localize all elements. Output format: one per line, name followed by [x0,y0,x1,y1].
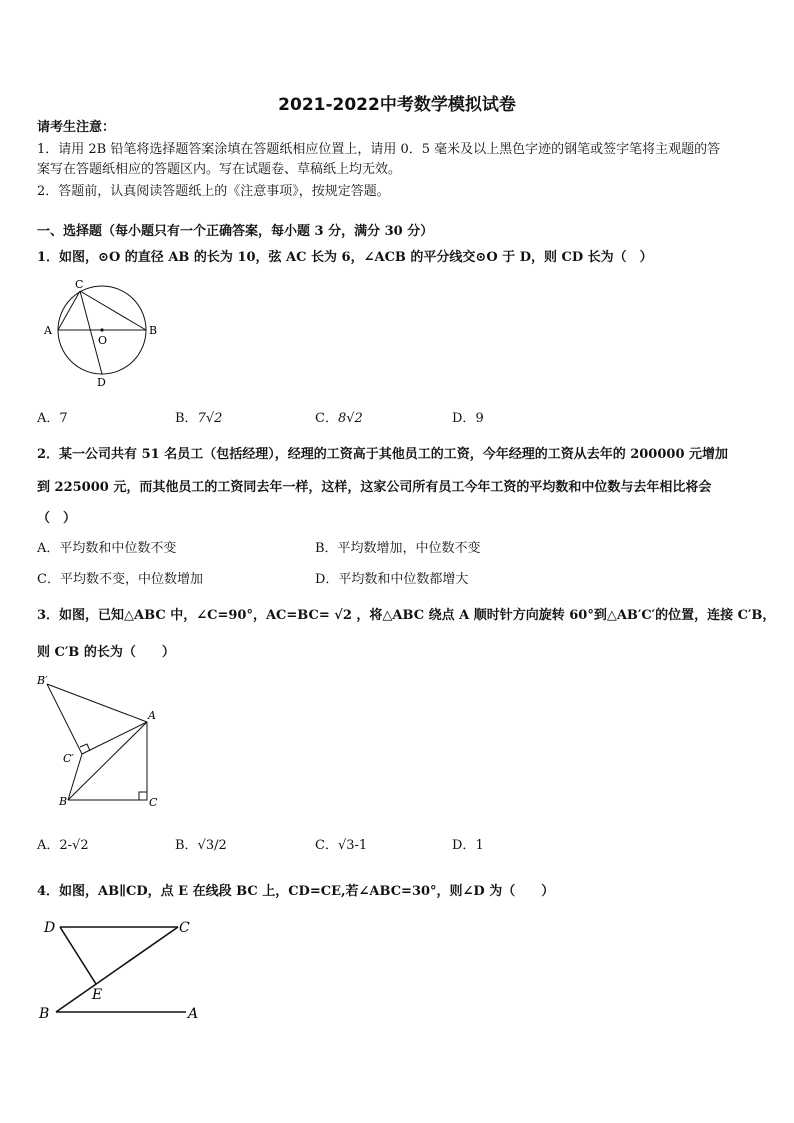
parallel-lines-figure [36,910,211,1025]
option-d[interactable]: D．1 [452,838,484,853]
question-3-line: 3．如图，已知△ABC 中，∠C=90°，AC=BC= √2 ，将△ABC 绕点 A 顺时针方向旋转 60°到△AB′C′的位置，连接 C′B， [37,608,776,623]
option-c[interactable]: C．平均数不变，中位数增加 [37,572,203,587]
option-c[interactable]: C．√3-1 [315,838,368,853]
point-label-e: E [92,987,103,1003]
circle-figure [40,278,165,390]
option-a[interactable]: A．2-√2 [37,838,89,853]
option-b[interactable]: B．√3/2 [175,838,227,853]
point-label-o: O [98,334,108,347]
question-4-stem: 4．如图，AB∥CD，点 E 在线段 BC 上，CD=CE,若∠ABC=30°，则∠D 为（ ） [37,884,555,899]
page-title: 2021-2022中考数学模拟试卷 [278,95,516,115]
notice-line: 案写在答题纸相应的答题区内。写在试题卷、草稿纸上均无效。 [37,162,402,177]
option-b[interactable]: B．7√2 [175,411,223,426]
notice-line: 1．请用 2B 铅笔将选择题答案涂填在答题纸相应位置上，请用 0．5 毫米及以上黑色字迹的钢笔或签字笔将主观题的答 [37,142,721,157]
point-label-c: C [149,796,158,809]
question-3-line: 则 C′B 的长为（ ） [37,645,175,660]
notice-line: 2．答题前，认真阅读答题纸上的《注意事项》，按规定答题。 [37,184,390,199]
section-heading: 一、选择题（每小题只有一个正确答案，每小题 3 分，满分 30 分） [37,224,434,239]
point-label-a: A [148,709,156,722]
option-a[interactable]: A．7 [37,411,68,426]
question-1-stem: 1．如图，⊙O 的直径 AB 的长为 10，弦 AC 长为 6，∠ACB 的平分线交⊙O 于 D，则 CD 长为（ ） [37,250,653,265]
option-b[interactable]: B．平均数增加，中位数不变 [315,541,481,556]
point-label-c: C [179,920,190,936]
point-label-d: D [97,376,106,389]
question-2-line: （ ） [37,511,77,526]
option-a[interactable]: A．平均数和中位数不变 [37,541,177,556]
point-label-c-prime: C′ [63,752,74,765]
point-label-b: B [39,1006,50,1022]
question-2-line: 2．某一公司共有 51 名员工（包括经理），经理的工资高于其他员工的工资，今年经理的工资从去年的 200000 元增加 [37,447,729,462]
point-label-b: B [149,324,158,337]
notice-heading: 请考生注意： [37,120,116,135]
point-label-b: B [59,795,68,808]
point-label-a: A [44,324,52,337]
point-label-b-prime: B′ [37,674,48,687]
point-label-a: A [188,1006,199,1022]
option-d[interactable]: D．平均数和中位数都增大 [315,572,469,587]
triangle-rotation-figure [32,670,172,815]
point-label-c: C [75,278,84,291]
point-label-d: D [44,920,56,936]
question-2-line: 到 225000 元，而其他员工的工资同去年一样，这样，这家公司所有员工今年工资的平均数和中位数与去年相比将会 [37,480,712,495]
option-d[interactable]: D．9 [452,411,484,426]
option-c[interactable]: C．8√2 [315,411,363,426]
